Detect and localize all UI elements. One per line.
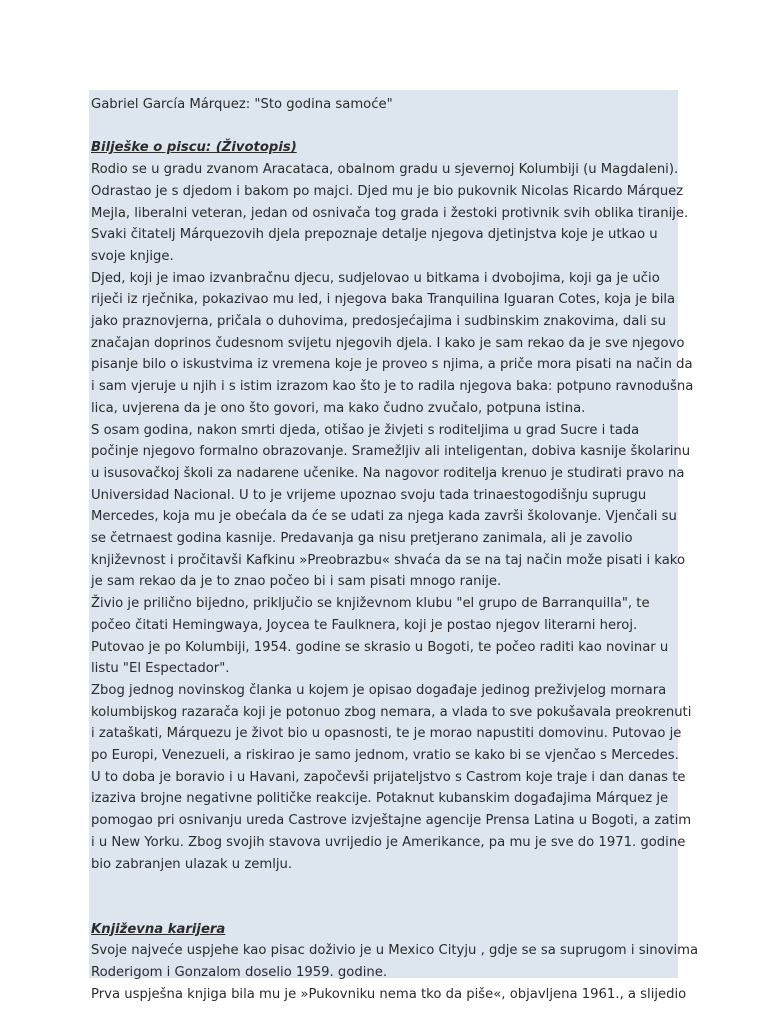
text-line: Svaki čitatelj Márquezovih djela prepoznaje detalje njegova djetinjstva koje je utkao u <box>91 227 658 243</box>
text-line: jako praznovjerna, pričala o duhovima, predosjećajima i sudbinskim znakovima, dali su <box>91 314 667 330</box>
text-line: kolumbijskog razarača koji je potonuo zbog nemara, a vlada to sve pokušavala preokrenuti <box>91 704 692 720</box>
text-line: počeo čitati Hemingwaya, Joycea te Faulknera, koji je postao njegov literarni heroj. <box>91 617 638 633</box>
text-line: značajan doprinos čudesnom svijetu njegovih djela. I kako je sam rekao da je sve njegovo <box>91 335 685 351</box>
section-heading-biography: Bilješke o piscu: (Životopis) <box>91 140 297 156</box>
text-line: Živio je prilično bijedno, priključio se književnom klubu "el grupo de Barranquilla", te <box>91 596 650 612</box>
text-line: i sam vjeruje u njih i s istim izrazom kao što je to radila njegova baka: potpuno ravnodušna <box>91 379 694 395</box>
spacer <box>91 116 678 138</box>
text-line: riječi iz rječnika, pokazivao mu led, i njegova baka Tranquilina Iguaran Cotes, koja je bila <box>91 292 676 308</box>
text-line: se četrnaest godina kasnije. Predavanja ga nisu pretjerano zanimala, ali je zavolio <box>91 531 633 547</box>
document-text-block <box>89 90 699 1002</box>
text-line: Roderigom i Gonzalom doselio 1959. godine. <box>91 965 388 981</box>
text-line: U to doba je boravio i u Havani, započevši prijateljstvo s Castrom koje traje i dan danas te <box>91 769 686 785</box>
text-line: izaziva brojne negativne političke reakcije. Potaknut kubanskim događajima Márquez je <box>91 791 669 807</box>
text-line: Putovao je po Kolumbiji, 1954. godine se skrasio u Bogoti, te počeo raditi kao novinar u <box>91 639 669 655</box>
text-line: Rodio se u gradu zvanom Aracataca, obalnom gradu u sjevernoj Kolumbiji (u Magdaleni). <box>91 162 679 178</box>
text-line: Mejla, liberalni veteran, jedan od osnivača tog grada i žestoki protivnik svih oblika tiranije. <box>91 205 689 221</box>
document-title: Gabriel García Márquez: "Sto godina samoće" <box>91 97 393 112</box>
text-line: književnost i pročitavši Kafkinu »Preobrazbu« shvaća da se na taj način može pisati i kako <box>91 552 686 568</box>
spacer <box>91 875 678 897</box>
text-line: Odrastao je s djedom i bakom po majci. Djed mu je bio pukovnik Nicolas Ricardo Márquez <box>91 183 684 199</box>
text-line: bio zabranjen ulazak u zemlju. <box>91 856 293 872</box>
text-line: Djed, koji je imao izvanbračnu djecu, sudjelovao u bitkama i dvobojima, koji ga je učio <box>91 270 660 286</box>
text-line: pisanje bilo o iskustvima iz vremena koje je proveo s njima, a priče mora pisati na način da <box>91 357 693 373</box>
text-line: listu "El Espectador". <box>91 661 230 677</box>
text-line: po Europi, Venezueli, a riskirao je samo jednom, vratio se kako bi se vjenčao s Mercedes. <box>91 748 679 764</box>
text-line: Zbog jednog novinskog članka u kojem je opisao događaje jedinog preživjelog mornara <box>91 682 667 698</box>
text-line: i u New Yorku. Zbog svojih stavova uvrijedio je Amerikance, pa mu je sve do 1971. godine <box>91 834 686 850</box>
text-line: Prva uspješna knjiga bila mu je »Pukovniku nema tko da piše«, objavljena 1961., a slijedio <box>91 986 687 1002</box>
text-line: svoje knjige. <box>91 248 174 264</box>
text-line: počinje njegovo formalno obrazovanje. Sramežljiv ali inteligentan, dobiva kasnije školarinu <box>91 444 691 460</box>
text-line: pomogao pri osnivanju ureda Castrove izvještajne agencije Prensa Latina u Bogoti, a zatim <box>91 813 692 829</box>
text-line: u isusovačkoj školi za nadarene učenike. Na nagovor roditelja krenuo je studirati pravo na <box>91 465 685 481</box>
text-line: lica, uvjerena da je ono što govori, ma kako čudno zvučalo, potpuna istina. <box>91 400 586 416</box>
text-line: Svoje najveće uspjehe kao pisac doživio je u Mexico Cityju , gdje se sa suprugom i sinovima <box>91 943 699 959</box>
section-heading-career: Književna karijera <box>91 921 226 937</box>
text-line: je sam rekao da je to znao počeo bi i sam pisati mnogo ranije. <box>91 574 502 590</box>
text-line: S osam godina, nakon smrti djeda, otišao je živjeti s roditeljima u grad Sucre i tada <box>91 422 640 438</box>
section-career-body <box>91 940 699 1005</box>
text-line: Mercedes, koja mu je obećala da će se udati za njega kada završi školovanje. Vjenčali su <box>91 509 677 525</box>
spacer <box>91 897 678 919</box>
text-line: Universidad Nacional. U to je vrijeme upoznao svoju tada trinaestogodišnju suprugu <box>91 487 647 503</box>
text-line: i zataškati, Márquezu je život bio u opasnosti, te je morao napustiti domovinu. Putovao je <box>91 726 682 742</box>
section-biography-body <box>91 159 694 875</box>
